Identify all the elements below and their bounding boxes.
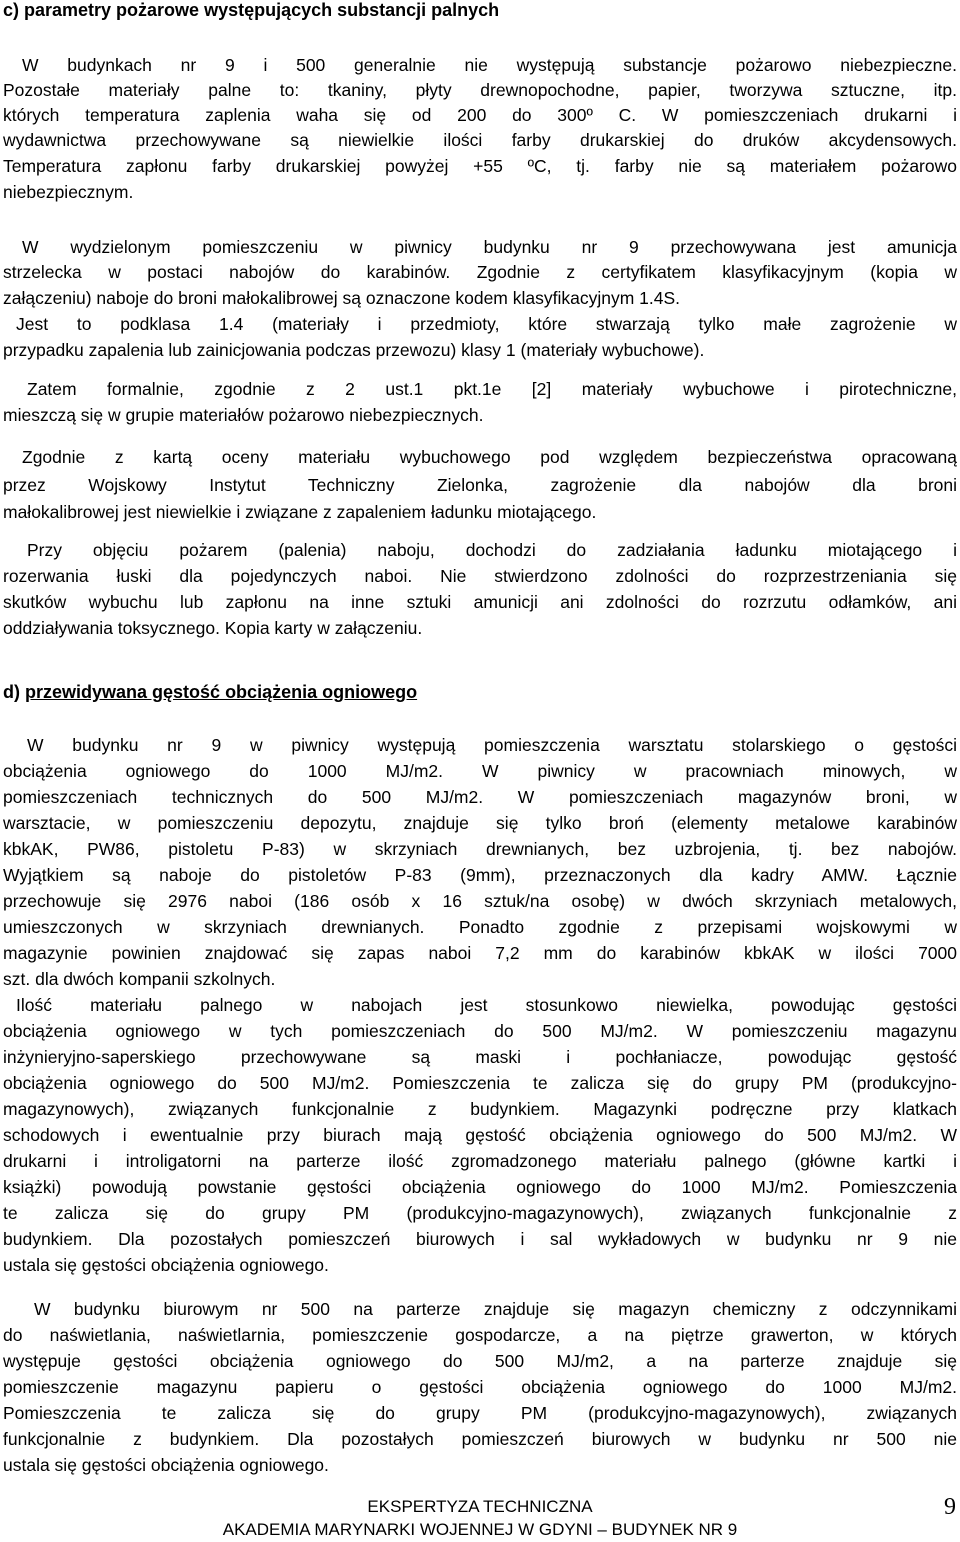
- heading-d-title: przewidywana gęstość obciążenia ogniowego: [25, 682, 418, 702]
- text-line: ustala się gęstości obciążenia ogniowego.: [3, 1455, 329, 1475]
- text-line: skutków wybuchu lub zapłonu na inne sztuki amunicji ani zdolności do rozrzutu odłamków, ani: [3, 592, 957, 612]
- text-line: załączeniu) naboje do broni małokalibrowej są oznaczone kodem klasyfikacyjnym 1.4S.: [3, 288, 681, 308]
- footer-subtitle: AKADEMIA MARYNARKI WOJENNEJ W GDYNI – BUDYNEK NR 9: [222, 1520, 738, 1539]
- text-line: do naświetlania, naświetlarnia, pomieszczenie gospodarcze, a na piętrze grawerton, w których: [3, 1325, 957, 1345]
- text-line: książki) powodują powstanie gęstości obciążenia ogniowego do 1000 MJ/m2. Pomieszczenia: [3, 1177, 957, 1197]
- text-line: obciążenia ogniowego do 1000 MJ/m2. W piwnicy w pracowniach minowych, w: [3, 761, 957, 781]
- text-line: ustala się gęstości obciążenia ogniowego.: [3, 1255, 329, 1275]
- text-line: drukarni i introligatorni na parterze ilość zgromadzonego materiału palnego (główne kartki i: [3, 1151, 957, 1171]
- text-line: oddziaływania toksycznego. Kopia karty w załączeniu.: [3, 618, 423, 638]
- text-line: strzelecka w postaci nabojów do karabinów. Zgodnie z certyfikatem klasyfikacyjnym (kopia w: [3, 262, 957, 282]
- text-line: małokalibrowej jest niewielkie i związane z zapaleniem ładunku miotającego.: [3, 502, 597, 522]
- text-line: występuje gęstości obciążenia ogniowego do 500 MJ/m2, a na parterze znajduje się: [3, 1351, 957, 1371]
- text-line: Wyjątkiem są naboje do pistoletów P-83 (9mm), przeznaczonych dla kadry AMW. Łącznie: [3, 865, 957, 885]
- text-line: Przy objęciu pożarem (palenia) naboju, dochodzi do zadziałania ładunku miotającego i: [27, 540, 957, 560]
- text-line: inżynieryjno-saperskiego przechowywane są maski i pochłaniacze, powodując gęstość: [3, 1047, 957, 1067]
- text-line: rozerwania łuski dla pojedynczych naboi. Nie stwierdzono zdolności do rozprzestrzeniania się: [3, 566, 957, 586]
- text-line: Ilość materiału palnego w nabojach jest stosunkowo niewielka, powodując gęstości: [16, 995, 957, 1015]
- text-line: W budynku biurowym nr 500 na parterze znajduje się magazyn chemiczny z odczynnikami: [34, 1299, 957, 1319]
- text-line: magazynie powinien znajdować się zapas naboi 7,2 mm do karabinów kbkAK w ilości 7000: [3, 943, 957, 963]
- text-line: Temperatura zapłonu farby drukarskiej powyżej +55 ºC, tj. farby nie są materiałem pożarowo: [3, 156, 957, 176]
- text-line: schodowych i ewentualnie przy biurach mają gęstość obciążenia ogniowego do 500 MJ/m2. W: [3, 1125, 957, 1145]
- text-line: pomieszczeniach technicznych do 500 MJ/m2. W pomieszczeniach magazynów broni, w: [3, 787, 957, 807]
- footer-title: EKSPERTYZA TECHNICZNA: [367, 1497, 593, 1516]
- text-line: kbkAK, PW86, pistoletu P-83) w skrzyniach drewnianych, bez uzbrojenia, tj. bez nabojów.: [3, 839, 957, 859]
- text-line: przez Wojskowy Instytut Techniczny Zielonka, zagrożenie dla nabojów dla broni: [3, 475, 957, 495]
- text-line: Pomieszczenia te zalicza się do grupy PM (produkcyjno-magazynowych), związanych: [3, 1403, 957, 1423]
- text-line: przechowuje się 2976 naboi (186 osób x 16 sztuk/na osobę) w dwóch skrzyniach metalowych,: [3, 891, 957, 911]
- text-line: obciążenia ogniowego do 500 MJ/m2. Pomieszczenia te zalicza się do grupy PM (produkcyjno-: [3, 1073, 957, 1093]
- heading-d-prefix: d): [3, 682, 25, 702]
- text-line: pomieszczenie magazynu papieru o gęstości obciążenia ogniowego do 1000 MJ/m2.: [3, 1377, 957, 1397]
- text-line: Pozostałe materiały palne to: tkaniny, płyty drewnopochodne, papier, tworzywa sztuczne, itp.: [3, 80, 957, 100]
- section-heading-c: c) parametry pożarowe występujących substancji palnych: [3, 0, 500, 20]
- text-line: Jest to podklasa 1.4 (materiały i przedmioty, które stwarzają tylko małe zagrożenie w: [16, 314, 957, 334]
- text-line: niebezpiecznym.: [3, 182, 134, 202]
- text-line: szt. dla dwóch kompanii szkolnych.: [3, 969, 276, 989]
- text-line: budynkiem. Dla pozostałych pomieszczeń biurowych i sal wykładowych w budynku nr 9 nie: [3, 1229, 957, 1249]
- text-line: umieszczonych w skrzyniach drewnianych. Ponadto zgodnie z przepisami wojskowymi w: [3, 917, 957, 937]
- text-line: magazynowych), związanych funkcjonalnie z budynkiem. Magazynki podręczne przy klatkach: [3, 1099, 957, 1119]
- text-line: mieszczą się w grupie materiałów pożarowo niebezpiecznych.: [3, 405, 484, 425]
- text-line: W budynku nr 9 w piwnicy występują pomieszczenia warsztatu stolarskiego o gęstości: [27, 735, 957, 755]
- text-line: funkcjonalnie z budynkiem. Dla pozostałych pomieszczeń biurowych w budynku nr 500 nie: [3, 1429, 957, 1449]
- text-line: wydawnictwa przechowywane są niewielkie ilości farby drukarskiej do druków akcydensowych.: [3, 130, 957, 150]
- text-line: Zatem formalnie, zgodnie z 2 ust.1 pkt.1e [2] materiały wybuchowe i pirotechniczne,: [27, 379, 957, 399]
- page-number: 9: [944, 1494, 956, 1520]
- text-line: których temperatura zaplenia waha się od 200 do 300º C. W pomieszczeniach drukarni i: [3, 105, 957, 125]
- text-line: W budynkach nr 9 i 500 generalnie nie występują substancje pożarowo niebezpieczne.: [22, 55, 957, 75]
- text-line: warsztacie, w pomieszczeniu depozytu, znajduje się tylko broń (elementy metalowe karabinów: [3, 813, 957, 833]
- text-line: W wydzielonym pomieszczeniu w piwnicy budynku nr 9 przechowywana jest amunicja: [22, 237, 957, 257]
- text-line: przypadku zapalenia lub zainicjowania podczas przewozu) klasy 1 (materiały wybuchowe).: [3, 340, 705, 360]
- text-line: obciążenia ogniowego w tych pomieszczeniach do 500 MJ/m2. W pomieszczeniu magazynu: [3, 1021, 957, 1041]
- text-line: Zgodnie z kartą oceny materiału wybuchowego pod względem bezpieczeństwa opracowaną: [22, 447, 957, 467]
- section-heading-d: [3, 682, 417, 702]
- text-line: te zalicza się do grupy PM (produkcyjno-magazynowych), związanych funkcjonalnie z: [3, 1203, 957, 1223]
